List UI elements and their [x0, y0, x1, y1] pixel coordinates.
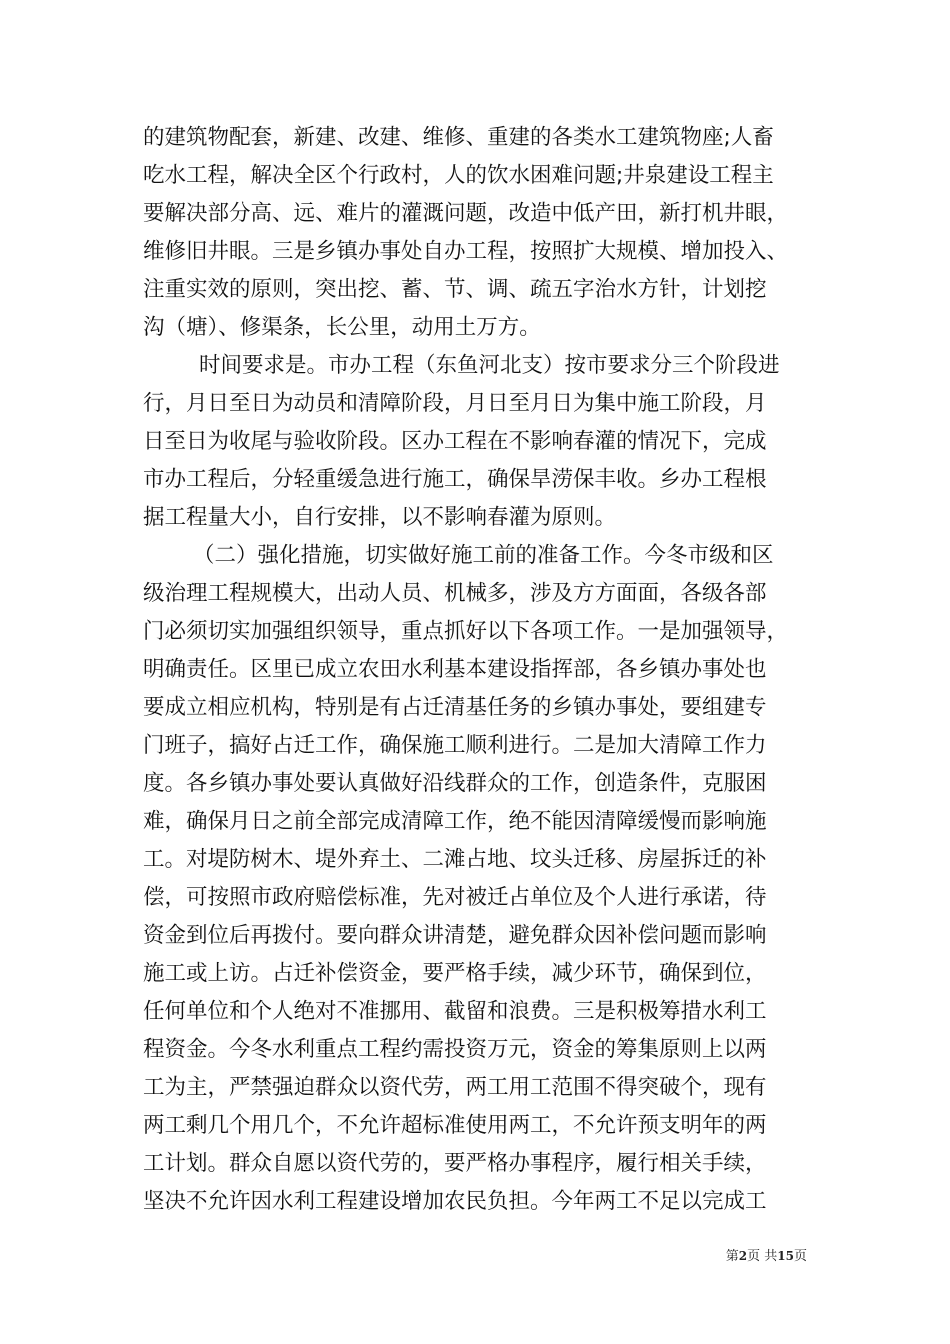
text-line: 行，月日至日为动员和清障阶段，月日至月日为集中施工阶段，月 [143, 391, 767, 416]
text-line: 的建筑物配套，新建、改建、维修、重建的各类水工建筑物座;人畜 [143, 125, 774, 150]
text-line: 工计划。群众自愿以资代劳的，要严格办事程序，履行相关手续， [143, 1151, 767, 1176]
text-line: 吃水工程，解决全区个行政村，人的饮水困难问题;井泉建设工程主 [143, 163, 774, 188]
text-line: 工。对堤防树木、堤外弃土、二滩占地、坟头迁移、房屋拆迁的补 [143, 847, 767, 872]
text-line: 日至日为收尾与验收阶段。区办工程在不影响春灌的情况下，完成 [143, 429, 767, 454]
total-pages-number: 15 [777, 1249, 794, 1263]
text-line: 偿，可按照市政府赔偿标准，先对被迁占单位及个人进行承诺，待 [143, 885, 767, 910]
text-line: 明确责任。区里已成立农田水利基本建设指挥部，各乡镇办事处也 [143, 657, 767, 682]
text-line: 工为主，严禁强迫群众以资代劳，两工用工范围不得突破个，现有 [143, 1075, 767, 1100]
current-page-number: 2 [738, 1249, 748, 1263]
text-line: 坚决不允许因水利工程建设增加农民负担。今年两工不足以完成工 [143, 1189, 767, 1214]
text-line: 级治理工程规模大，出动人员、机械多，涉及方方面面，各级各部 [143, 581, 767, 606]
text-line: 沟（塘）、修渠条，长公里，动用土万方。 [143, 315, 541, 340]
footer-middle: 页 共 [747, 1249, 778, 1264]
text-line: 注重实效的原则，突出挖、蓄、节、调、疏五字治水方针，计划挖 [143, 277, 767, 302]
text-line: 门班子，搞好占迁工作，确保施工顺利进行。二是加大清障工作力 [143, 733, 767, 758]
text-line: 门必须切实加强组织领导，重点抓好以下各项工作。一是加强领导， [143, 619, 789, 644]
paragraph-first-line: （二）强化措施，切实做好施工前的准备工作。今冬市级和区 [193, 543, 774, 568]
text-line: 两工剩几个用几个，不允许超标准使用两工，不允许预支明年的两 [143, 1113, 767, 1138]
text-line: 度。各乡镇办事处要认真做好沿线群众的工作，创造条件，克服困 [143, 771, 767, 796]
text-line: 施工或上访。占迁补偿资金，要严格手续，减少环节，确保到位， [143, 961, 767, 986]
text-line: 难，确保月日之前全部完成清障工作，绝不能因清障缓慢而影响施 [143, 809, 767, 834]
text-line: 维修旧井眼。三是乡镇办事处自办工程，按照扩大规模、增加投入、 [143, 239, 789, 264]
text-line: 据工程量大小，自行安排，以不影响春灌为原则。 [143, 505, 617, 530]
text-line: 要成立相应机构，特别是有占迁清基任务的乡镇办事处，要组建专 [143, 695, 767, 720]
text-line: 市办工程后，分轻重缓急进行施工，确保旱涝保丰收。乡办工程根 [143, 467, 767, 492]
text-line: 资金到位后再拨付。要向群众讲清楚，避免群众因补偿问题而影响 [143, 923, 767, 948]
paragraph-first-line: 时间要求是。市办工程（东鱼河北支）按市要求分三个阶段进 [199, 353, 780, 378]
text-line: 要解决部分高、远、难片的灌溉问题，改造中低产田，新打机井眼， [143, 201, 789, 226]
page-number-footer [726, 1245, 807, 1264]
footer-prefix: 第 [725, 1249, 739, 1264]
footer-suffix: 页 [793, 1249, 807, 1264]
text-line: 程资金。今冬水利重点工程约需投资万元，资金的筹集原则上以两 [143, 1037, 767, 1062]
text-line: 任何单位和个人绝对不准挪用、截留和浪费。三是积极筹措水利工 [143, 999, 767, 1024]
